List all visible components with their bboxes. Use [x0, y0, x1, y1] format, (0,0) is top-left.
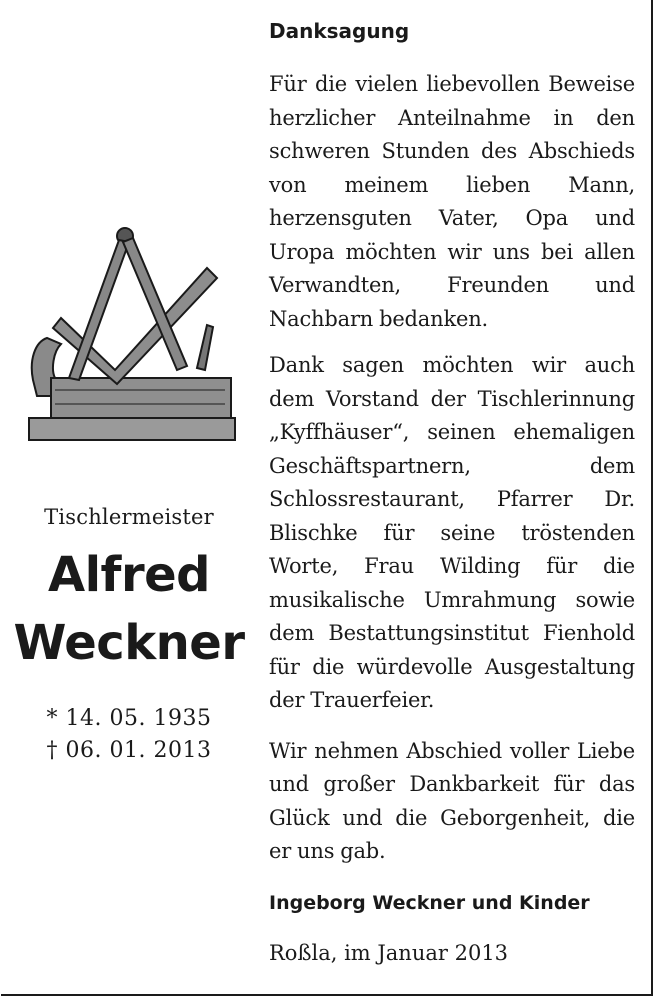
death-date: † 06. 01. 2013 [46, 738, 212, 763]
notice-heading: Danksagung [269, 19, 410, 43]
place-and-date: Roßla, im Januar 2013 [269, 940, 509, 965]
notice-paragraph: Dank sagen möchten wir auch dem Vorstand der Tischlerinnung „Kyffhäuser“, seinen ehemaligen Geschäftspartnern, dem Schlossrestaurant, Pfarrer Dr. Blischke für seine tröstenden Worte, Frau Wilding für die musikalische Umrahmung sowie dem Bestattungsinstitut Fienhold für die würdevolle Ausgestaltung der Trauerfeier. [269, 353, 635, 712]
memorial-column [0, 0, 258, 1000]
notice-paragraph: Wir nehmen Abschied voller Liebe und großer Dankbarkeit für das Glück und die Geborgenheit, die er uns gab. [269, 738, 635, 863]
signature: Ingeborg Weckner und Kinder [269, 891, 590, 914]
birth-date: * 14. 05. 1935 [46, 706, 212, 731]
thank-you-column [269, 16, 635, 968]
deceased-last-name: Weckner [13, 615, 245, 671]
notice-paragraph: Für die vielen liebevollen Beweise herzlicher Anteilnahme in den schweren Stunden des Abschieds von meinem lieben Mann, herzensguten Vater, Opa und Uropa möchten wir uns bei allen Verwandten, Freunden und Nachbarn bedanken. [269, 72, 635, 331]
deceased-first-name: Alfred [47, 547, 211, 603]
deceased-profession: Tischlermeister [44, 505, 214, 529]
carpenter-emblem-icon [25, 220, 240, 445]
